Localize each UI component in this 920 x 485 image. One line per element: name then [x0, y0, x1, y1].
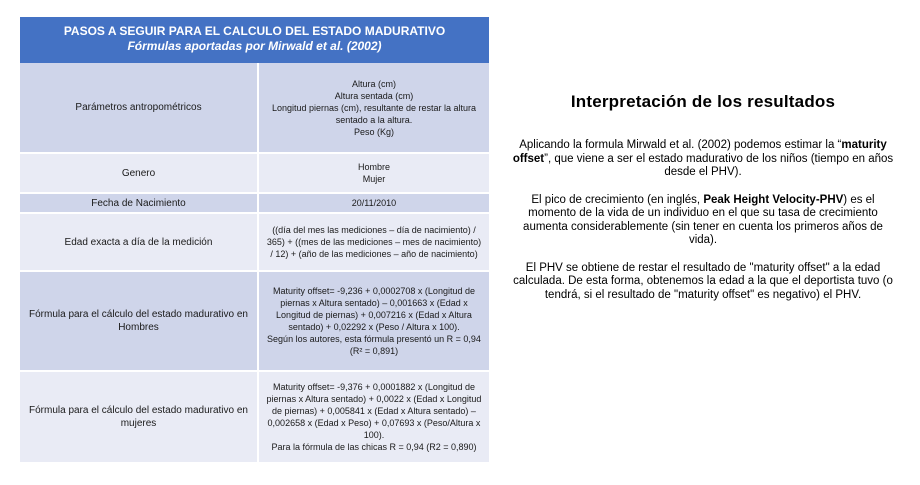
bold-term: Peak Height Velocity-PHV [703, 193, 844, 206]
row-label: Fórmula para el cálculo del estado madurativo en Hombres [20, 272, 259, 372]
value-line: Altura (cm) [351, 78, 396, 89]
value-line: 20/11/2010 [351, 198, 397, 208]
maturation-table [20, 17, 489, 464]
value-line: Altura sentada (cm) [334, 90, 414, 101]
interpretation-paragraph-3: El PHV se obtiene de restar el resultado de "maturity offset" a la edad calculada. De esta forma, obtenemos la edad a la que el deportista tuvo (o tendrá, si el resultado de "maturity offset" es negativo) el PHV. [513, 261, 893, 301]
row-value [259, 372, 489, 464]
row-value [259, 272, 489, 372]
table-row [20, 372, 489, 464]
interpretation-panel [512, 92, 894, 316]
table-header [20, 17, 489, 63]
table-row [20, 272, 489, 372]
value-line: ((día del mes las mediciones – día de nacimiento) / 365) + ((mes de las mediciones – mes de nacimiento) / 12) + (año de las mediciones – año de nacimiento) [266, 225, 482, 259]
row-value [259, 194, 489, 214]
text-run: Aplicando la formula Mirwald et al. (2002) podemos estimar la “ [519, 139, 842, 151]
row-label: Fecha de Nacimiento [20, 194, 259, 214]
interpretation-heading: Interpretación de los resultados [570, 92, 836, 111]
row-value [259, 214, 489, 272]
text-run: El pico de crecimiento (en inglés, [531, 193, 704, 206]
interpretation-paragraph-2 [512, 194, 894, 248]
text-run: ”, que viene a ser el estado madurativo de los niños (tiempo en años desde el PHV). [544, 152, 894, 178]
value-line: Según los autores, esta fórmula presentó un R = 0,94 (R² = 0,891) [267, 334, 481, 356]
value-line: Peso (Kg) [353, 126, 395, 137]
row-label: Edad exacta a día de la medición [20, 214, 259, 272]
table-row [20, 63, 489, 154]
table-row [20, 154, 489, 194]
table-row [20, 214, 489, 272]
row-label: Parámetros antropométricos [20, 63, 259, 154]
value-line: Para la fórmula de las chicas R = 0,94 (R2 = 0,890) [271, 442, 477, 452]
row-value [259, 154, 489, 194]
bold-term: maturity offset [512, 139, 887, 165]
row-value [259, 63, 489, 154]
value-line: Maturity offset= -9,236 + 0,0002708 x (Longitud de piernas x Altura sentado) – 0,001663 x (Edad x Longitud de piernas) + 0,007216 x (Edad x Altura sentado) + 0,02292 x (Peso / Altura x 100). [273, 286, 475, 332]
table-title: PASOS A SEGUIR PARA EL CALCULO DEL ESTADO MADURATIVO [63, 24, 446, 38]
value-line: Maturity offset= -9,376 + 0,0001882 x (Longitud de piernas x Altura sentado) + 0,0022 x (Edad x Longitud de piernas) + 0,005841 x (Edad x Altura sentado) – 0,002658 x (Edad x Peso) + 0,07693 x (Peso/Altura x 100). [266, 382, 482, 440]
value-line: Hombre [357, 162, 390, 172]
text-run: ) es el momento de la vida de un individuo en el que su tasa de crecimiento aumenta considerablemente (sin tener en cuenta los primeros años de vida). [523, 193, 883, 246]
row-label: Genero [20, 154, 259, 194]
table-row [20, 194, 489, 214]
value-line: Mujer [362, 174, 386, 184]
interpretation-paragraph-1 [512, 139, 894, 180]
table-subtitle: Fórmulas aportadas por Mirwald et al. (2002) [127, 39, 382, 53]
row-label: Fórmula para el cálculo del estado madurativo en mujeres [20, 372, 259, 464]
value-line: Longitud piernas (cm), resultante de restar la altura sentado a la altura. [271, 102, 477, 125]
